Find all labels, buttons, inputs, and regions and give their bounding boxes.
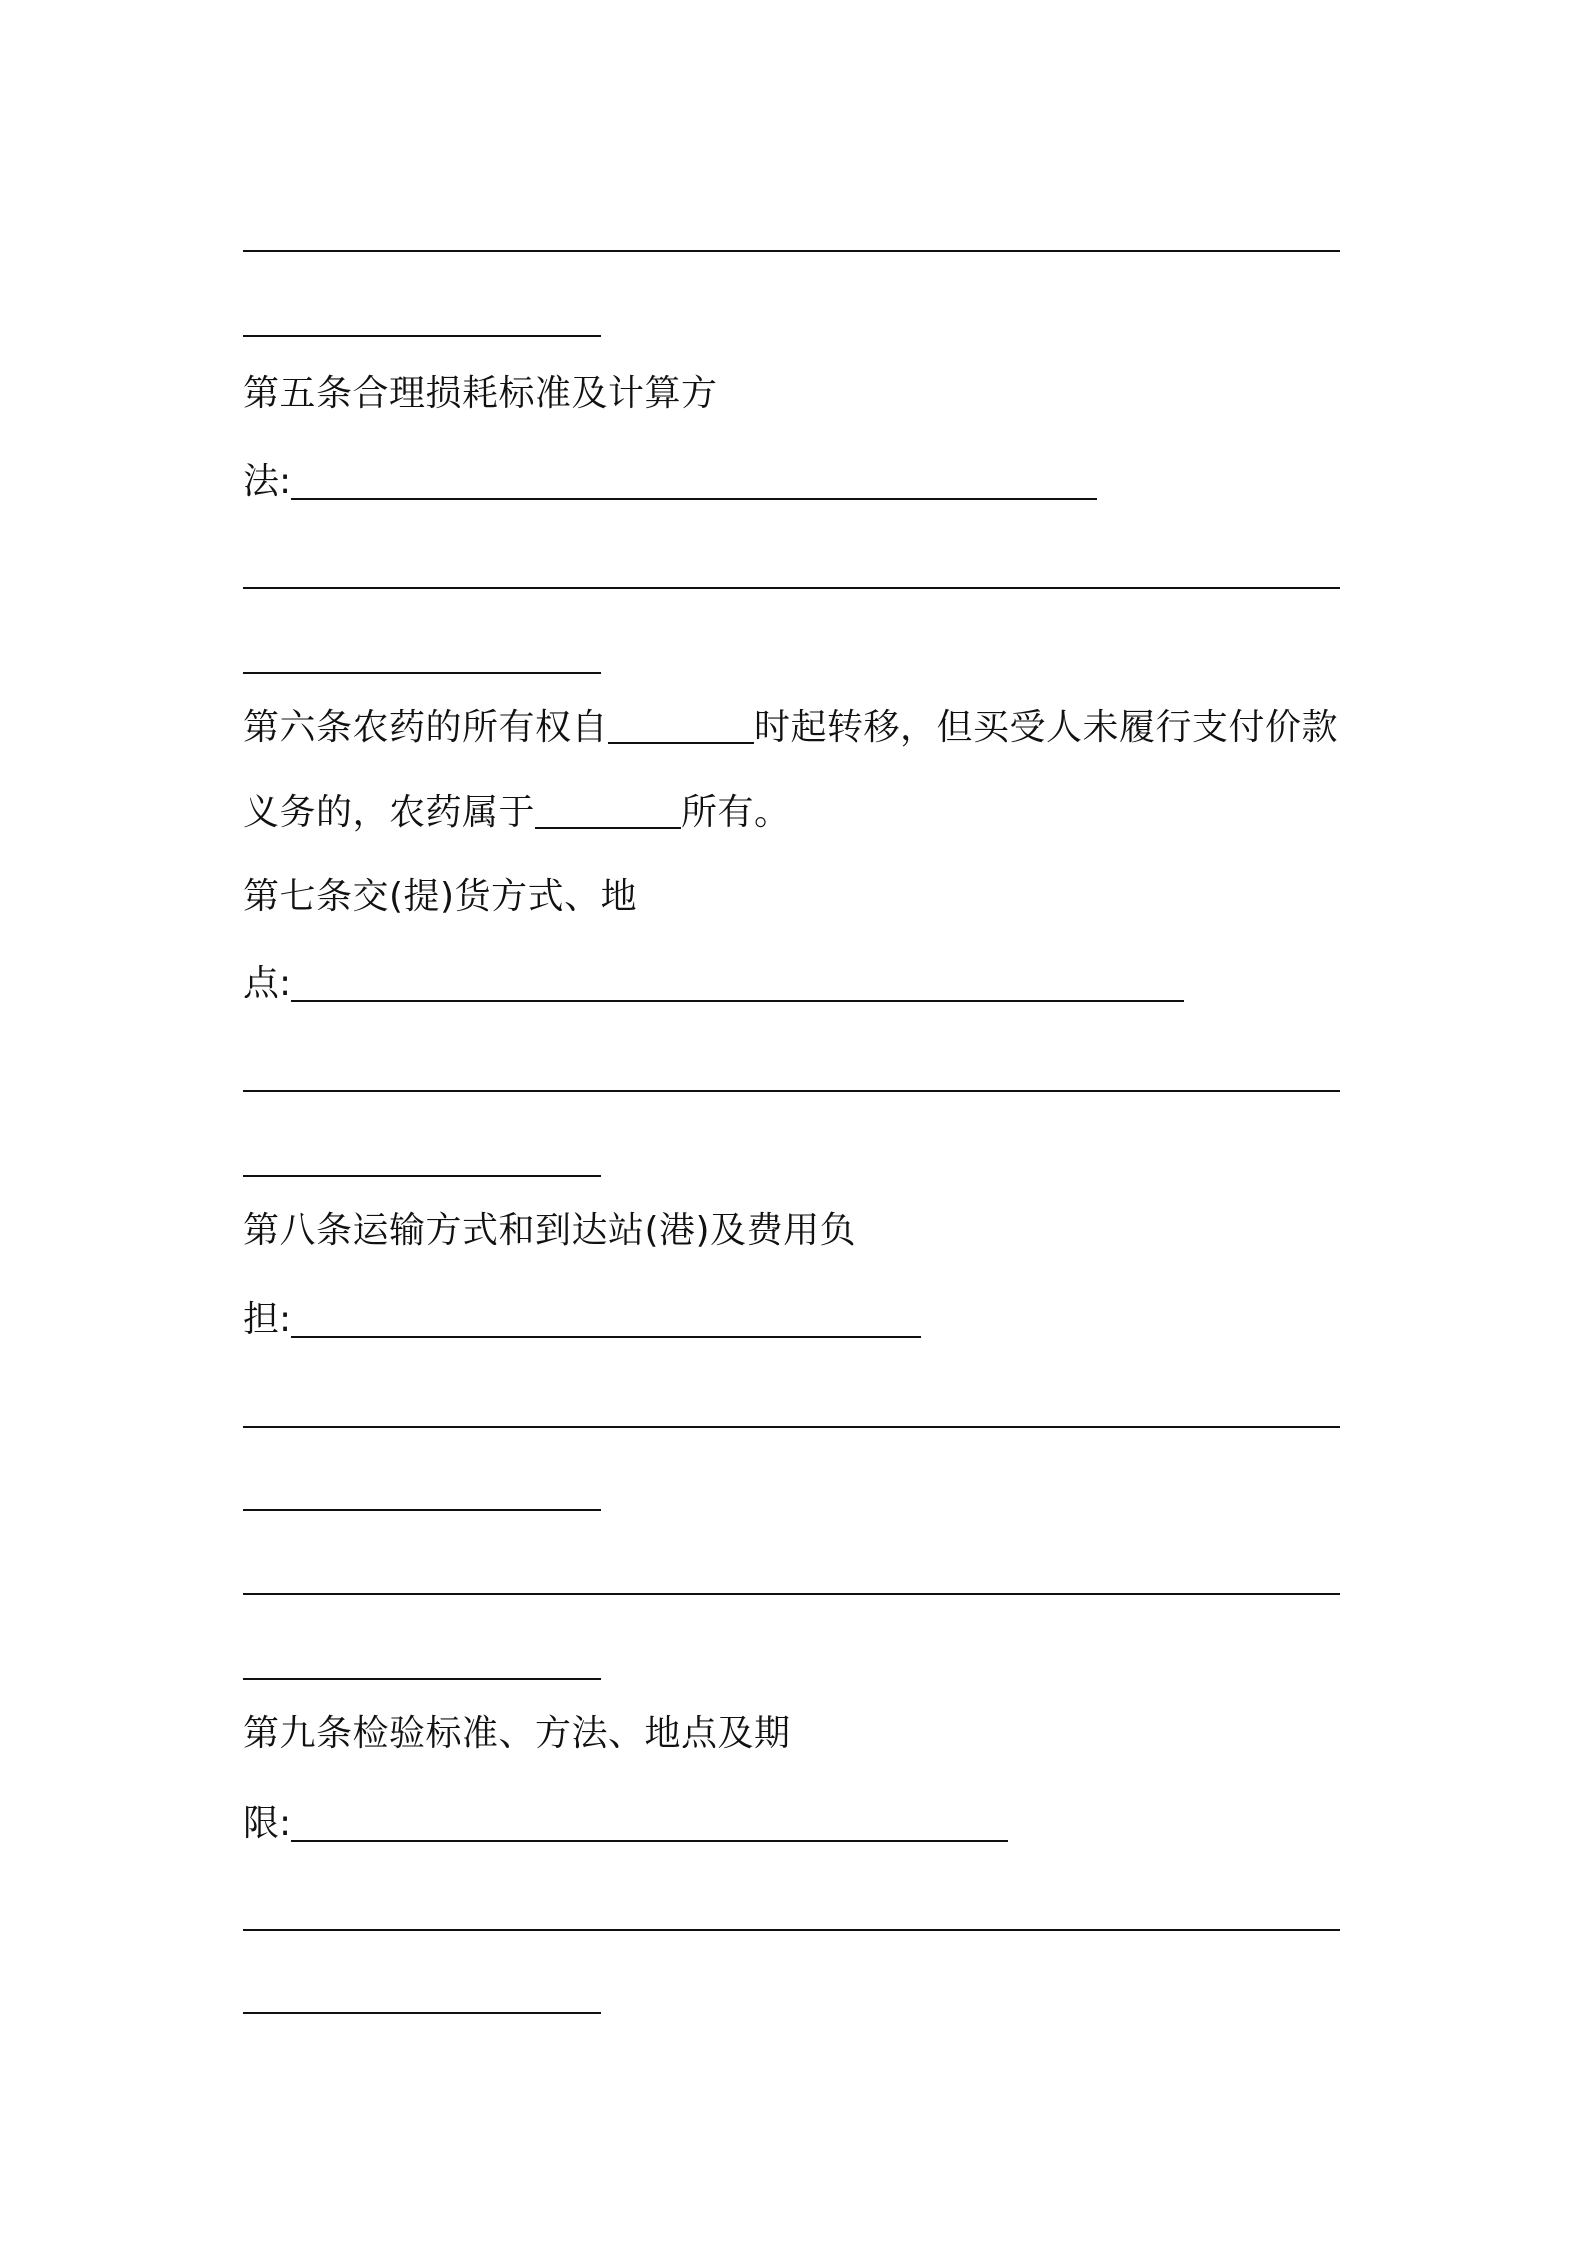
article-7-label: 点: <box>243 963 292 1004</box>
blank-line[interactable] <box>243 1175 601 1177</box>
article-9-field[interactable] <box>243 1802 1008 1846</box>
blank-line[interactable] <box>291 1802 1008 1842</box>
blank-line[interactable] <box>291 962 1184 1002</box>
article-6-text-c: 义务的，农药属于 <box>243 792 536 833</box>
blank-line[interactable] <box>243 2012 601 2014</box>
blank-line[interactable] <box>243 1509 601 1511</box>
blank-line[interactable] <box>243 1929 1340 1931</box>
article-7-title: 第七条交(提)货方式、地 <box>243 876 638 917</box>
article-8-title: 第八条运输方式和到达站(港)及费用负 <box>243 1210 857 1251</box>
article-6-line-1 <box>243 706 1338 750</box>
blank-line[interactable] <box>243 672 601 674</box>
article-6-line-2 <box>243 791 791 835</box>
blank-line[interactable] <box>291 460 1097 500</box>
article-9-title: 第九条检验标准、方法、地点及期 <box>243 1713 791 1754</box>
article-5-title: 第五条合理损耗标准及计算方 <box>243 373 718 414</box>
blank-line[interactable] <box>243 1678 601 1680</box>
article-6-text-a: 第六条农药的所有权自 <box>243 707 609 748</box>
blank-line[interactable] <box>243 587 1340 589</box>
blank-line[interactable] <box>243 1426 1340 1428</box>
article-8-field[interactable] <box>243 1298 921 1342</box>
article-5-field[interactable] <box>243 460 1097 504</box>
blank-line[interactable] <box>291 1298 921 1338</box>
article-6-text-b: 时起转移，但买受人未履行支付价款 <box>754 707 1339 748</box>
article-6-text-d: 所有。 <box>681 792 791 833</box>
blank-line[interactable] <box>243 250 1340 252</box>
blank-line[interactable] <box>243 1593 1340 1595</box>
article-8-label: 担: <box>243 1299 292 1340</box>
article-9-label: 限: <box>243 1803 292 1844</box>
blank-line[interactable] <box>243 1090 1340 1092</box>
article-7-field[interactable] <box>243 962 1184 1006</box>
ownership-owner-blank[interactable] <box>535 791 681 829</box>
ownership-transfer-blank[interactable] <box>608 706 754 744</box>
blank-line[interactable] <box>243 335 601 337</box>
article-5-label: 法: <box>243 461 292 502</box>
